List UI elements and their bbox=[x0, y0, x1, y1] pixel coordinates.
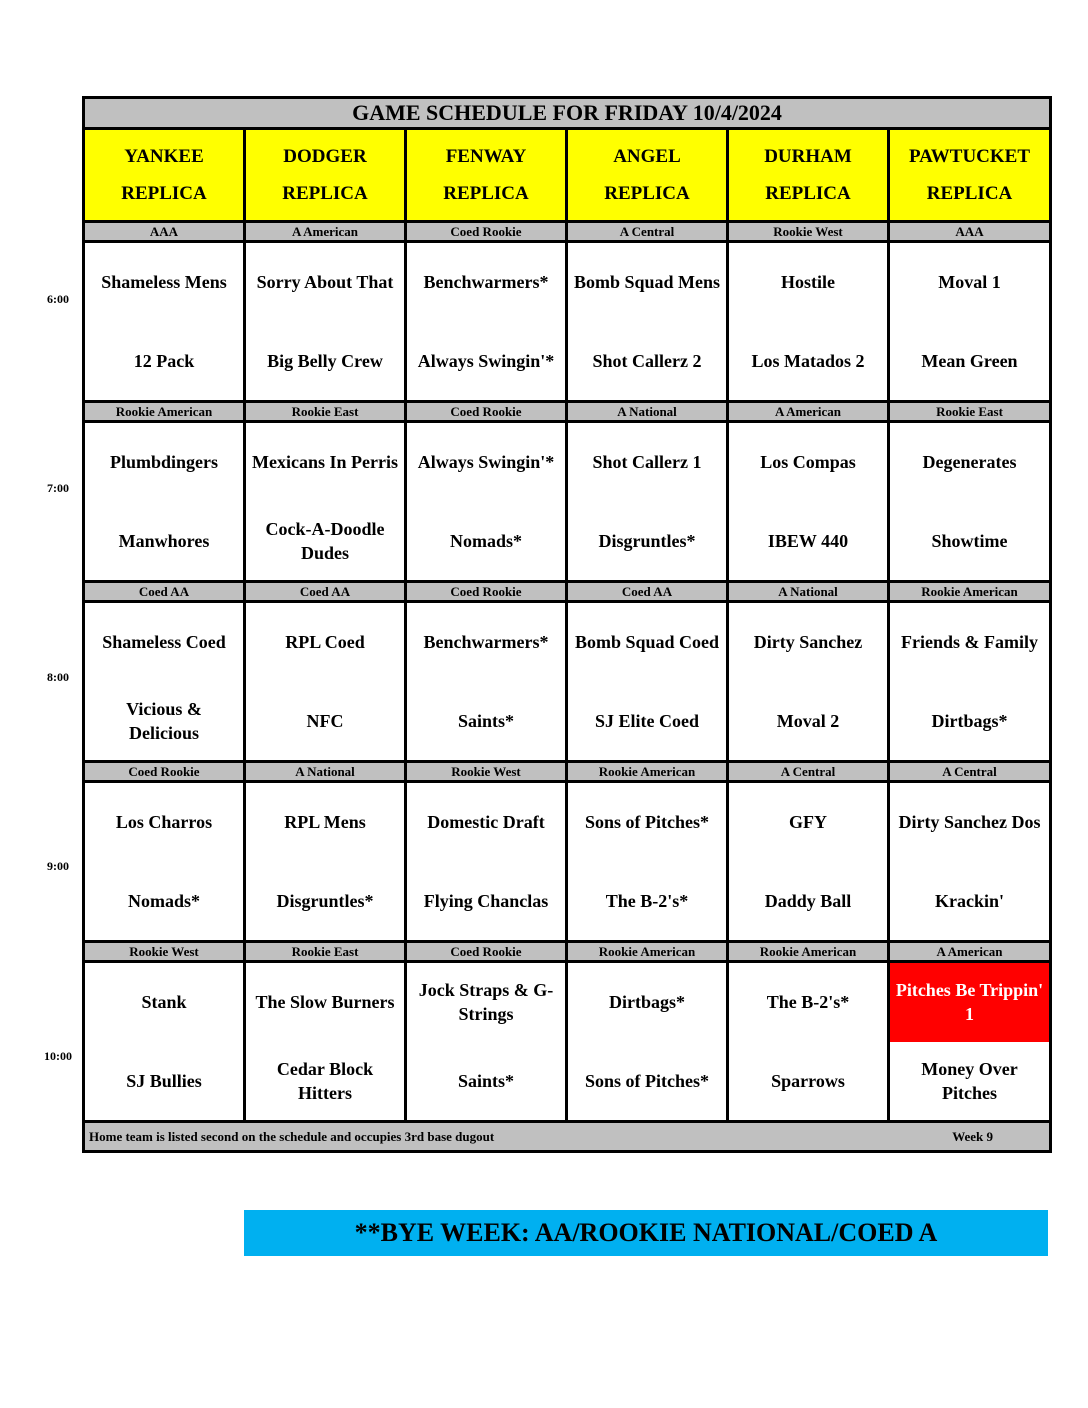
game-cell bbox=[406, 962, 567, 1122]
away-team: Sorry About That bbox=[256, 272, 394, 293]
division-label: Rookie American bbox=[567, 942, 728, 962]
game-cell bbox=[84, 602, 245, 762]
away-team: Shot Callerz 1 bbox=[592, 452, 702, 473]
division-label: Coed Rookie bbox=[406, 402, 567, 422]
game-cell bbox=[406, 602, 567, 762]
field-name: PAWTUCKET bbox=[908, 146, 1031, 167]
away-team: Always Swingin'* bbox=[417, 452, 555, 473]
division-label: Rookie East bbox=[245, 942, 406, 962]
game-cell bbox=[889, 422, 1051, 582]
game-cell bbox=[245, 962, 406, 1122]
time-label: 7:00 bbox=[47, 481, 69, 495]
game-cell bbox=[406, 782, 567, 942]
game-cell bbox=[567, 962, 728, 1122]
game-row bbox=[84, 602, 1051, 762]
home-team: IBEW 440 bbox=[767, 530, 849, 551]
schedule-title: GAME SCHEDULE FOR FRIDAY 10/4/2024 bbox=[84, 98, 1051, 129]
home-team: Nomads* bbox=[449, 530, 522, 551]
away-team: Friends & Family bbox=[901, 632, 1038, 653]
game-cell bbox=[889, 242, 1051, 402]
home-team: Saints* bbox=[457, 1070, 515, 1091]
game-cell bbox=[567, 602, 728, 762]
game-cell bbox=[567, 422, 728, 582]
field-sub: REPLICA bbox=[121, 183, 207, 204]
home-team: Money Over Pitches bbox=[921, 1058, 1018, 1103]
division-label: Coed AA bbox=[245, 582, 406, 602]
away-team: RPL Mens bbox=[284, 812, 366, 833]
away-team: Bomb Squad Mens bbox=[573, 272, 721, 293]
division-label: AAA bbox=[889, 222, 1051, 242]
game-cell bbox=[84, 962, 245, 1122]
away-team: Sons of Pitches* bbox=[584, 812, 709, 833]
division-label: Coed Rookie bbox=[84, 762, 245, 782]
away-team: Domestic Draft bbox=[427, 812, 545, 833]
home-team: Flying Chanclas bbox=[423, 890, 549, 911]
footer-cell bbox=[84, 1122, 1051, 1152]
division-row bbox=[84, 582, 1051, 602]
away-team: Los Charros bbox=[115, 812, 213, 833]
field-header-row bbox=[84, 129, 1051, 222]
field-name: FENWAY bbox=[445, 146, 527, 167]
away-team: Jock Straps & G-Strings bbox=[418, 980, 554, 1025]
away-team: RPL Coed bbox=[285, 632, 365, 653]
schedule-table bbox=[82, 96, 1052, 1153]
away-team: Shameless Mens bbox=[101, 272, 227, 293]
time-label: 10:00 bbox=[44, 1049, 72, 1063]
home-team: Shot Callerz 2 bbox=[592, 350, 702, 371]
home-team: Cedar Block Hitters bbox=[276, 1058, 374, 1103]
field-sub: REPLICA bbox=[926, 183, 1013, 204]
field-header bbox=[84, 129, 245, 222]
division-label: A American bbox=[728, 402, 889, 422]
division-label: Coed AA bbox=[84, 582, 245, 602]
field-header bbox=[406, 129, 567, 222]
field-header bbox=[889, 129, 1051, 222]
division-label: A National bbox=[728, 582, 889, 602]
division-label: Rookie West bbox=[406, 762, 567, 782]
home-team: Cock-A-Doodle Dudes bbox=[265, 518, 385, 563]
game-cell bbox=[567, 782, 728, 942]
home-team: The B-2's* bbox=[605, 890, 689, 911]
home-team: Daddy Ball bbox=[764, 890, 852, 911]
field-name: ANGEL bbox=[613, 146, 681, 167]
home-team: Showtime bbox=[931, 530, 1008, 551]
home-team: Krackin' bbox=[935, 890, 1005, 911]
home-team: SJ Bullies bbox=[126, 1070, 202, 1091]
field-sub: REPLICA bbox=[765, 183, 851, 204]
home-team: Los Matados 2 bbox=[751, 350, 865, 371]
division-label: A Central bbox=[728, 762, 889, 782]
game-cell bbox=[245, 782, 406, 942]
home-team: Moval 2 bbox=[776, 710, 840, 731]
game-cell bbox=[84, 422, 245, 582]
home-team: Nomads* bbox=[127, 890, 200, 911]
home-team: Sons of Pitches* bbox=[584, 1070, 709, 1091]
home-team: NFC bbox=[306, 710, 344, 731]
week-label: Week 9 bbox=[952, 1128, 994, 1144]
division-label: Coed Rookie bbox=[406, 222, 567, 242]
division-label: Rookie American bbox=[728, 942, 889, 962]
field-header bbox=[245, 129, 406, 222]
field-header bbox=[728, 129, 889, 222]
away-team: Dirty Sanchez bbox=[753, 632, 863, 653]
away-team: Pitches Be Trippin' 1 bbox=[890, 963, 1049, 1042]
game-cell bbox=[728, 782, 889, 942]
away-team: Degenerates bbox=[922, 452, 1017, 473]
game-cell bbox=[889, 782, 1051, 942]
game-cell bbox=[889, 602, 1051, 762]
away-team: Bomb Squad Coed bbox=[574, 632, 720, 653]
away-team: Benchwarmers* bbox=[423, 632, 549, 653]
home-team: Always Swingin'* bbox=[417, 350, 555, 371]
field-sub: REPLICA bbox=[282, 183, 368, 204]
game-row bbox=[84, 962, 1051, 1122]
division-label: A Central bbox=[889, 762, 1051, 782]
home-team: SJ Elite Coed bbox=[594, 710, 699, 731]
division-row bbox=[84, 942, 1051, 962]
game-cell bbox=[245, 602, 406, 762]
game-cell bbox=[406, 422, 567, 582]
division-label: A National bbox=[567, 402, 728, 422]
home-team: Disgruntles* bbox=[276, 890, 374, 911]
game-cell bbox=[84, 782, 245, 942]
division-label: Coed Rookie bbox=[406, 582, 567, 602]
game-cell bbox=[728, 962, 889, 1122]
division-label: Rookie American bbox=[84, 402, 245, 422]
game-cell bbox=[245, 242, 406, 402]
away-team: Dirtbags* bbox=[609, 992, 685, 1013]
home-team: Saints* bbox=[457, 710, 515, 731]
division-label: A National bbox=[245, 762, 406, 782]
footer-row bbox=[84, 1122, 1051, 1152]
away-team: Plumbdingers bbox=[109, 452, 219, 473]
game-cell bbox=[567, 242, 728, 402]
away-team: The Slow Burners bbox=[255, 992, 395, 1013]
field-name: DODGER bbox=[283, 146, 367, 167]
away-team: The B-2's* bbox=[766, 992, 850, 1013]
field-sub: REPLICA bbox=[604, 183, 690, 204]
home-team: Mean Green bbox=[921, 350, 1018, 371]
field-sub: REPLICA bbox=[443, 183, 529, 204]
field-header bbox=[567, 129, 728, 222]
division-label: Rookie West bbox=[728, 222, 889, 242]
game-cell bbox=[889, 962, 1051, 1122]
division-label: AAA bbox=[84, 222, 245, 242]
game-cell bbox=[728, 602, 889, 762]
division-row bbox=[84, 762, 1051, 782]
division-label: Rookie West bbox=[84, 942, 245, 962]
game-row bbox=[84, 782, 1051, 942]
division-label: Rookie American bbox=[889, 582, 1051, 602]
home-team: Dirtbags* bbox=[931, 710, 1008, 731]
field-name: YANKEE bbox=[124, 146, 204, 167]
time-label: 6:00 bbox=[47, 292, 69, 306]
division-label: Coed Rookie bbox=[406, 942, 567, 962]
game-row bbox=[84, 242, 1051, 402]
home-team: Vicious & Delicious bbox=[126, 698, 202, 743]
away-team: Benchwarmers* bbox=[423, 272, 549, 293]
division-label: A Central bbox=[567, 222, 728, 242]
away-team: Los Compas bbox=[760, 452, 856, 473]
away-team: GFY bbox=[789, 812, 827, 833]
division-label: A American bbox=[245, 222, 406, 242]
home-team: Disgruntles* bbox=[598, 530, 696, 551]
game-cell bbox=[245, 422, 406, 582]
time-label: 9:00 bbox=[47, 859, 69, 873]
game-row bbox=[84, 422, 1051, 582]
bye-week-banner: **BYE WEEK: AA/ROOKIE NATIONAL/COED A bbox=[244, 1210, 1048, 1256]
division-label: A American bbox=[889, 942, 1051, 962]
title-row bbox=[84, 98, 1051, 129]
division-label: Rookie East bbox=[245, 402, 406, 422]
away-team: Mexicans In Perris bbox=[252, 452, 398, 473]
home-team: Manwhores bbox=[118, 530, 210, 551]
away-team: Stank bbox=[141, 992, 187, 1013]
footer-note: Home team is listed second on the schedule and occupies 3rd base dugout bbox=[89, 1128, 495, 1144]
game-cell bbox=[406, 242, 567, 402]
game-cell bbox=[728, 242, 889, 402]
home-team: Big Belly Crew bbox=[267, 350, 383, 371]
division-row bbox=[84, 402, 1051, 422]
home-team: 12 Pack bbox=[133, 350, 195, 371]
division-label: Rookie American bbox=[567, 762, 728, 782]
field-name: DURHAM bbox=[764, 146, 852, 167]
division-label: Coed AA bbox=[567, 582, 728, 602]
game-cell bbox=[84, 242, 245, 402]
away-team: Shameless Coed bbox=[102, 632, 226, 653]
division-row bbox=[84, 222, 1051, 242]
away-team: Hostile bbox=[781, 272, 835, 293]
game-cell bbox=[728, 422, 889, 582]
division-label: Rookie East bbox=[889, 402, 1051, 422]
home-team: Sparrows bbox=[771, 1070, 845, 1091]
away-team: Dirty Sanchez Dos bbox=[898, 812, 1041, 833]
time-label: 8:00 bbox=[47, 670, 69, 684]
away-team: Moval 1 bbox=[938, 272, 1001, 293]
